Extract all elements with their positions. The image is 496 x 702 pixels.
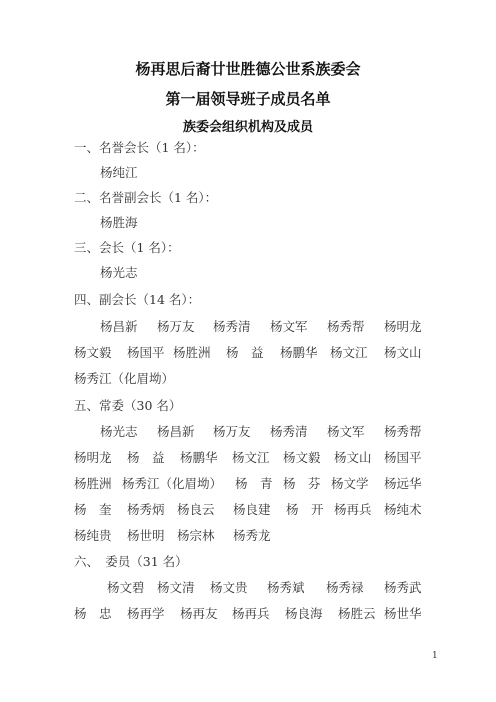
member-name: 杨世明 — [127, 528, 165, 543]
member-name: 杨胜洲 — [173, 345, 211, 360]
member-name: 杨 开 — [286, 502, 324, 517]
member-name: 杨世华 — [384, 606, 422, 621]
member-name: 杨秀斌 — [267, 580, 305, 595]
member-name: 杨 益 — [127, 450, 165, 465]
member-name: 杨胜海 — [100, 215, 138, 230]
heading-honorary-vice-chair: 二、名誉副会长（1 名）： — [74, 190, 218, 205]
member-name: 杨秀江（化眉坳） — [74, 371, 175, 386]
member-name: 杨光志 — [100, 265, 138, 280]
member-name: 杨再兵 — [232, 606, 270, 621]
member-name: 杨文军 — [327, 424, 365, 439]
name-row — [0, 604, 496, 624]
member-name: 杨纯术 — [384, 502, 422, 517]
member-name: 杨良云 — [177, 502, 215, 517]
heading-standing-committee: 五、常委（30 名） — [74, 398, 182, 413]
member-name: 杨文贵 — [210, 580, 248, 595]
member-name: 杨秀帮 — [384, 424, 422, 439]
member-name: 杨文学 — [331, 476, 369, 491]
heading-committee-members: 六、 委员（31 名） — [74, 554, 188, 569]
member-name: 杨文江 — [330, 345, 368, 360]
member-name: 杨胜云 — [338, 606, 376, 621]
name-row — [0, 317, 496, 337]
member-name: 杨秀清 — [270, 424, 308, 439]
member-name: 杨秀炳 — [127, 502, 165, 517]
member-name: 杨良建 — [233, 502, 271, 517]
member-name: 杨 奎 — [74, 502, 112, 517]
member-name: 杨光志 — [100, 424, 138, 439]
member-name: 杨秀禄 — [326, 580, 364, 595]
document-title: 杨再思后裔廿世胜德公世系族委会 — [135, 60, 361, 78]
member-name: 杨再友 — [180, 606, 218, 621]
member-name: 杨良海 — [285, 606, 323, 621]
member-name: 杨秀龙 — [233, 528, 271, 543]
member-name: 杨文清 — [157, 580, 195, 595]
member-name: 杨文毅 — [283, 450, 321, 465]
member-name: 杨 青 — [235, 476, 273, 491]
member-name: 杨宗林 — [177, 528, 215, 543]
member-name: 杨昌新 — [157, 424, 195, 439]
member-name: 杨文军 — [270, 319, 308, 334]
member-name: 杨纯贵 — [74, 528, 112, 543]
member-name: 杨再兵 — [334, 502, 372, 517]
member-name: 杨秀清 — [213, 319, 251, 334]
heading-chair: 三、会长（1 名）： — [74, 240, 180, 255]
member-name: 杨文山 — [384, 345, 422, 360]
member-name: 杨明龙 — [74, 450, 112, 465]
name-row — [0, 500, 496, 520]
member-name: 杨国平 — [384, 450, 422, 465]
member-name: 杨文毅 — [74, 345, 112, 360]
member-name: 杨万友 — [213, 424, 251, 439]
name-row — [0, 369, 496, 389]
page-number: 1 — [432, 651, 438, 661]
member-name: 杨胜洲 — [74, 476, 112, 491]
member-name: 杨远华 — [384, 476, 422, 491]
heading-honorary-chair: 一、名誉会长（1 名）： — [74, 140, 205, 155]
member-name: 杨 益 — [226, 345, 264, 360]
member-name: 杨昌新 — [100, 319, 138, 334]
member-name: 杨明龙 — [384, 319, 422, 334]
member-name: 杨鹏华 — [180, 450, 218, 465]
member-name: 杨秀武 — [384, 580, 422, 595]
name-row — [0, 448, 496, 468]
member-name: 杨秀帮 — [327, 319, 365, 334]
member-name: 杨文山 — [334, 450, 372, 465]
name-row — [0, 474, 496, 494]
member-name: 杨再学 — [127, 606, 165, 621]
name-row — [0, 578, 496, 598]
name-row — [0, 343, 496, 363]
member-name: 杨纯江 — [100, 165, 138, 180]
member-name: 杨 芬 — [283, 476, 321, 491]
member-name: 杨文碧 — [107, 580, 145, 595]
member-name: 杨国平 — [127, 345, 165, 360]
member-name: 杨秀江（化眉坳） — [122, 476, 223, 491]
member-name: 杨文江 — [232, 450, 270, 465]
section-title: 族委会组织机构及成员 — [182, 120, 313, 135]
name-row — [0, 422, 496, 442]
member-name: 杨万友 — [157, 319, 195, 334]
document-subtitle: 第一届领导班子成员名单 — [165, 90, 331, 108]
member-name: 杨 忠 — [74, 606, 112, 621]
heading-vice-chairs: 四、副会长（14 名）： — [74, 292, 201, 307]
member-name: 杨鹏华 — [280, 345, 318, 360]
name-row — [0, 526, 496, 546]
